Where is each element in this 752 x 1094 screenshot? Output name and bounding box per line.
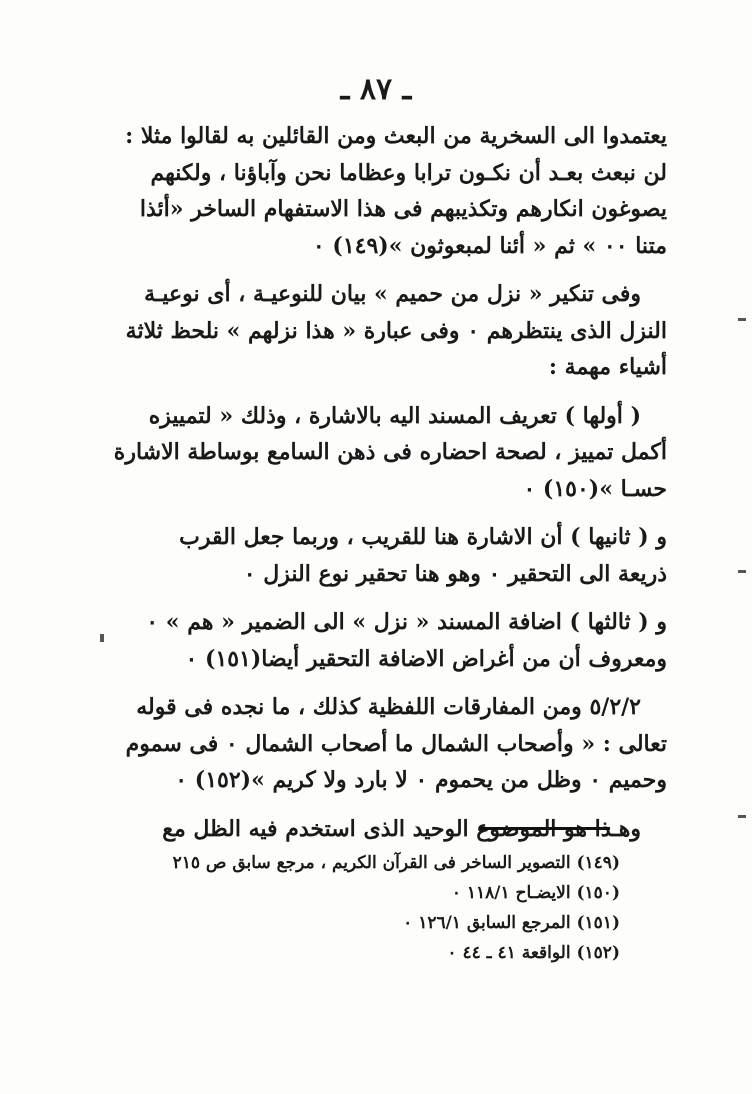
paragraph-4: [95, 519, 667, 592]
paragraph-line: تعالى : « وأصحاب الشمال ما أصحاب الشمال ٠ فى سموم: [125, 730, 667, 757]
footnote-separator: [480, 827, 610, 830]
margin-mark: [100, 634, 104, 642]
footnote-item: (١٥٠) الايضـاح ١١٨/١ ٠: [451, 883, 620, 903]
footnotes: [150, 848, 620, 968]
footnote-item: (١٤٩) التصوير الساخر فى القرآن الكريم ، مرجع سابق ص ٢١٥: [172, 853, 620, 873]
footnote-item: (١٥١) المرجع السابق ١٢٦/١ ٠: [403, 913, 620, 933]
margin-mark: [738, 815, 746, 818]
footnote-item: (١٥٢) الواقعة ٤١ ـ ٤٤ ٠: [447, 943, 620, 963]
paragraph-line: ومعروف أن من أغراض الاضافة التحقير أيضا(١٥١) ٠: [185, 645, 667, 672]
paragraph-line: يصوغون انكارهم وتكذيبهم فى هذا الاستفهام الساخر «أئذا: [139, 196, 667, 222]
paragraph-line: وحميم ٠ وظل من يحموم ٠ لا بارد ولا كريم »(١٥٢) ٠: [175, 767, 667, 793]
paragraph-6: [95, 689, 667, 799]
paragraph-line: لن نبعث بعـد أن نكـون ترابا وعظاما نحن وآباؤنا ، ولكنهم: [150, 159, 667, 186]
paragraph-5: [95, 604, 667, 677]
paragraph-3: [95, 398, 667, 508]
paragraph-line: و ( ثالثها ) اضافة المسند « نزل » الى الضمير « هم » ٠: [146, 609, 667, 635]
paragraph-line: و ( ثانيها ) أن الاشارة هنا للقريب ، وربما جعل القرب: [179, 524, 667, 550]
page-number: ـ ٨٧ ـ: [340, 72, 412, 107]
paragraph-line: ٥/٢/٢ ومن المفارقات اللفظية كذلك ، ما نجده فى قوله: [136, 694, 641, 720]
paragraph-line: حسـا »(١٥٠) ٠: [523, 475, 667, 502]
paragraph-1: [95, 118, 667, 264]
body-text: [95, 118, 667, 859]
paragraph-line: أكمل تمييز ، لصحة احضاره فى ذهن السامع بوساطة الاشارة: [113, 439, 667, 465]
paragraph-line: يعتمدوا الى السخرية من البعث ومن القائلين به لقالوا مثلا :: [125, 123, 667, 149]
paragraph-line: النزل الذى ينتظرهم ٠ وفى عبارة « هذا نزلهم » نلحظ ثلاثة: [125, 317, 667, 344]
paragraph-line: متنا ٠٠ » ثم « أئنا لمبعوثون »(١٤٩) ٠: [312, 232, 667, 259]
paragraph-line: ذريعة الى التحقير ٠ وهو هنا تحقير نوع النزل ٠: [243, 560, 667, 587]
paragraph-line: أشياء مهمة :: [548, 354, 667, 380]
paragraph-2: [95, 276, 667, 386]
paragraph-line: وهـذا هو الموضوع الوحيد الذى استخدم فيه الظل مع: [162, 815, 641, 842]
margin-mark: [738, 318, 746, 321]
paragraph-line: وفى تنكير « نزل من حميم » بيان للنوعيـة ، أى نوعيـة: [144, 281, 641, 307]
margin-mark: [738, 570, 746, 573]
paragraph-line: ( أولها ) تعريف المسند اليه بالاشارة ، وذلك « لتمييزه: [148, 402, 641, 429]
